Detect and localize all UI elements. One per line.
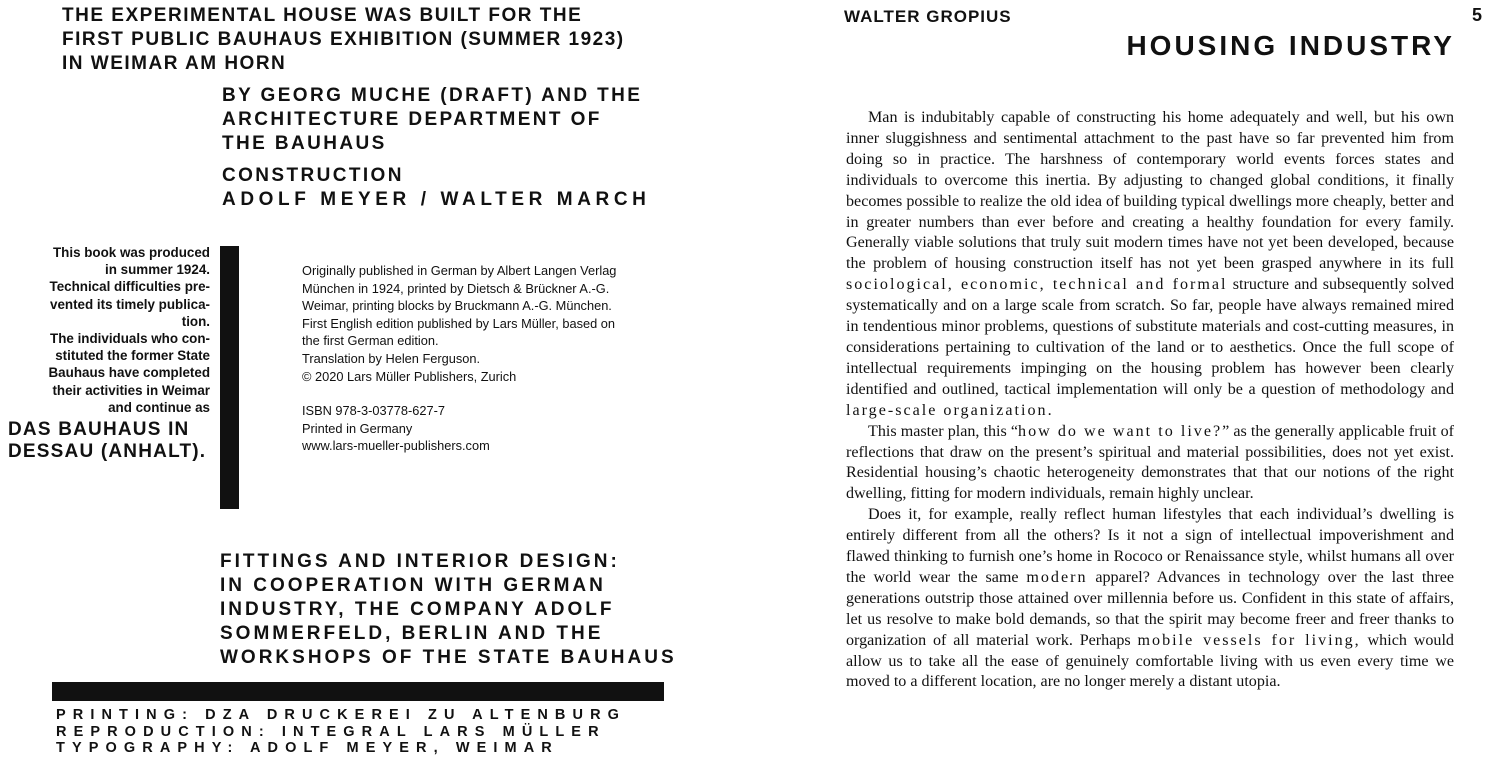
fittings-line: INDUSTRY, THE COMPANY ADOLF xyxy=(220,599,615,620)
text-run: Man is indubitably capable of constructing his home adequately and well, but his own inner sluggishness and sentimental attachment to the past have so far prevented him from doing so in practice. The harshness of contemporary world events forces states and individuals to overcome this inertia. By adjusting to changed global conditions, it finally becomes possible to realize the old idea of building typical dwellings more cheaply, better and in greater numbers than ever before and creating a healthy foundation for every family. Generally viable solutions that truly suit modern times have not yet been developed, because the problem of housing construction itself has not yet been grasped anywhere in its full xyxy=(846,109,1454,273)
sidenote-line: Bauhaus have completed xyxy=(48,365,210,381)
fittings-credit xyxy=(220,550,677,670)
text-run: apparel? Advances in technology over the last three generations outstrip those attained over millennia before us. Confident in this state of affairs, let us resolve to make bold demands, so that the spirit may become freer and freer thanks to organization of all material work. Perhaps xyxy=(846,568,1454,649)
fittings-line: SOMMERFELD, BERLIN AND THE xyxy=(220,623,604,644)
printed-in: Printed in Germany xyxy=(302,420,413,436)
paragraph xyxy=(846,108,1454,422)
author-name: WALTER GROPIUS xyxy=(844,7,1012,26)
text-run: Does it, for example, really reflect human lifestyles that each individual’s dwelling is entirely different from all the others? Is it not a sign of intellectual impoverishment and flawed thinking to furnish one’s home in Rococo or Renaissance style, whilst humans all over the world wear the same xyxy=(846,506,1454,586)
colophon xyxy=(302,262,682,455)
sidenote-highlight xyxy=(8,419,210,463)
sidenote-line: tion. xyxy=(181,313,210,329)
publisher-url: www.lars-mueller-publishers.com xyxy=(302,438,490,454)
sidenote-line: This book was produced xyxy=(53,245,210,260)
horizontal-rule xyxy=(52,682,664,701)
spaced-emphasis: sociological, economic, technical and formal xyxy=(846,276,1228,294)
spaced-emphasis: mobile vessels for living, xyxy=(1137,631,1361,649)
sidenote-line: in summer 1924. xyxy=(105,262,210,278)
spaced-emphasis: modern xyxy=(1026,568,1088,586)
spaced-emphasis: how do we want to live? xyxy=(1018,422,1223,440)
sidenote xyxy=(8,244,210,463)
sidenote-highlight-line: DESSAU (ANHALT). xyxy=(8,441,207,463)
colophon-line: Originally published in German by Albert Langen Verlag xyxy=(302,263,617,278)
sidenote-line: vented its timely publica- xyxy=(50,296,210,312)
colophon-line: Translation by Helen Ferguson. xyxy=(302,350,481,366)
headline-line: IN WEIMAR AM HORN xyxy=(62,53,287,74)
text-run: which would allow us to take all the ease of genuinely comfortable living with us even every time we moved to a different location, are no longer merely a distant utopia. xyxy=(846,631,1454,691)
left-page xyxy=(0,0,740,760)
byline xyxy=(222,84,668,156)
construction-label: CONSTRUCTION xyxy=(222,165,404,186)
page-number: 5 xyxy=(1471,5,1482,25)
sidenote-line: stituted the former State xyxy=(55,348,210,364)
byline-line: BY GEORG MUCHE (DRAFT) AND THE xyxy=(222,85,643,106)
colophon-line: First English edition published by Lars Müller, based on xyxy=(302,315,615,331)
byline-line: ARCHITECTURE DEPARTMENT OF xyxy=(222,109,602,130)
colophon-line: Weimar, printing blocks by Bruckmann A.-G. München. xyxy=(302,298,612,314)
fittings-line: IN COOPERATION WITH GERMAN xyxy=(220,575,606,596)
reproduction-credit: REPRODUCTION: INTEGRAL LARS MÜLLER xyxy=(56,723,606,740)
headline xyxy=(62,4,625,76)
typography-credit: TYPOGRAPHY: ADOLF MEYER, WEIMAR xyxy=(56,740,559,756)
fittings-line: FITTINGS AND INTERIOR DESIGN: xyxy=(220,551,620,572)
text-run: This master plan, this “ xyxy=(868,422,1019,440)
spaced-emphasis: large-scale organization. xyxy=(846,401,1054,419)
vertical-rule xyxy=(220,246,239,509)
colophon-line: © 2020 Lars Müller Publishers, Zurich xyxy=(302,368,517,384)
production-credits xyxy=(56,707,668,757)
printing-credit: PRINTING: DZA DRUCKEREI ZU ALTENBURG xyxy=(56,707,627,723)
chapter-title: HOUSING INDUSTRY xyxy=(1126,30,1455,61)
body-text xyxy=(846,108,1454,693)
sidenote-highlight-line: DAS BAUHAUS IN xyxy=(8,419,190,441)
headline-line: FIRST PUBLIC BAUHAUS EXHIBITION (SUMMER 1923) xyxy=(62,29,625,50)
colophon-spacer xyxy=(302,385,682,402)
paragraph xyxy=(846,505,1454,693)
paragraph xyxy=(846,422,1454,506)
text-run: ” as the generally applicable fruit of reflections that draw on the present’s spiritual and material possibilities, does not yet exist. Residential housing’s chaotic heterogeneity demonstrates that that our notions of the right dwelling, fitting for modern individuals, remain highly unclear. xyxy=(846,422,1454,503)
colophon-line: München in 1924, printed by Dietsch & Brückner A.-G. xyxy=(302,280,610,296)
headline-line: THE EXPERIMENTAL HOUSE WAS BUILT FOR THE xyxy=(62,5,583,26)
isbn: ISBN 978-3-03778-627-7 xyxy=(302,403,445,419)
byline-line: THE BAUHAUS xyxy=(222,133,387,154)
sidenote-line: The individuals who con- xyxy=(50,331,210,347)
sidenote-line: Technical difficulties pre- xyxy=(49,279,210,295)
colophon-line: the first German edition. xyxy=(302,333,439,349)
sidenote-line: their activities in Weimar xyxy=(52,382,210,398)
fittings-line: WORKSHOPS OF THE STATE BAUHAUS xyxy=(220,647,677,668)
right-page xyxy=(760,0,1500,760)
construction-names: ADOLF MEYER / WALTER MARCH xyxy=(222,189,651,210)
sidenote-line: and continue as xyxy=(108,399,210,415)
construction-credit xyxy=(222,164,651,212)
text-run: structure and subsequently solved systematically and on a large scale from scratch. So far, people have always remained mired in tendentious minor problems, questions of substitute materials and cost-cutting measures, in considerations pertaining to cultivation of the land or to aesthetics. Once the full scope of intellectual requirements impinging on the housing problem has however been clearly identified and outlined, tactical implementation will only be a question of methodology and xyxy=(846,276,1454,398)
